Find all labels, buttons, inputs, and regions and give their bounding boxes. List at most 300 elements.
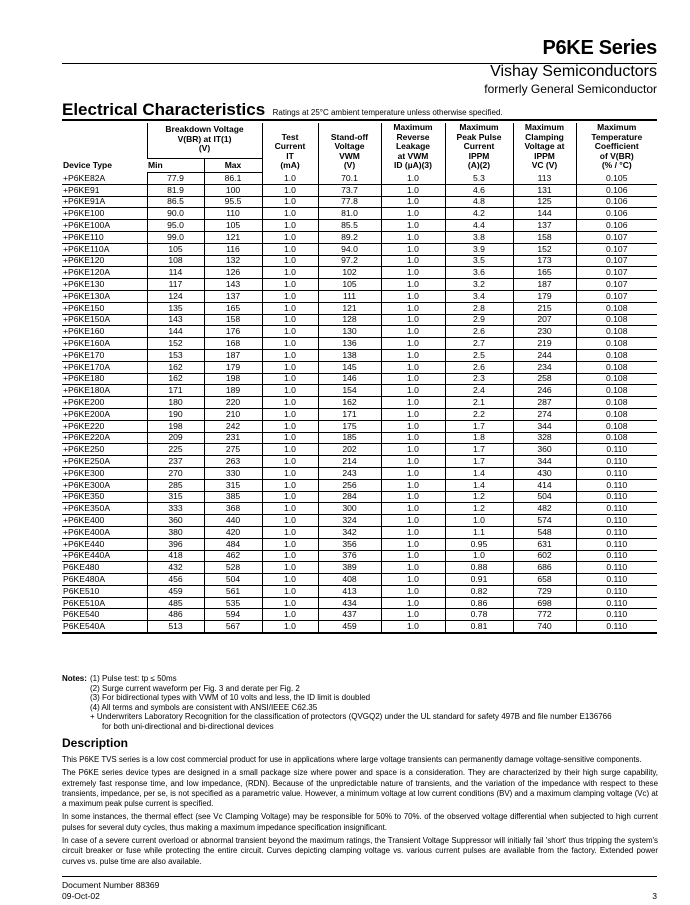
- section-title: Electrical Characteristics: [62, 100, 266, 119]
- cell-clamping-voltage: 230: [513, 326, 576, 338]
- table-row: [62, 373, 657, 385]
- cell-test-current: 1.0: [262, 550, 318, 562]
- cell-test-current: 1.0: [262, 574, 318, 586]
- cell-device-type: +P6KE250: [62, 444, 147, 456]
- cell-standoff-voltage: 128: [318, 314, 381, 326]
- cell-temp-coefficient: 0.110: [576, 621, 657, 633]
- notes-label: Notes:: [62, 674, 87, 683]
- cell-standoff-voltage: 300: [318, 503, 381, 515]
- cell-breakdown-max: 368: [204, 503, 262, 515]
- description-paragraph: In case of a severe current overload or abnormal transient beyond the maximum ratings, the Transient Voltage Suppressor will initially fail 'short' thus tripping the system's circuit breaker or fuse while protecting the entire circuit. Curves depicting clamping voltage vs. various current pulses are available from the factory. Extended power curves vs. pulse time are also available.: [62, 836, 658, 866]
- cell-temp-coefficient: 0.110: [576, 574, 657, 586]
- cell-breakdown-min: 315: [147, 491, 204, 503]
- cell-test-current: 1.0: [262, 467, 318, 479]
- cell-leakage: 1.0: [381, 255, 445, 267]
- cell-breakdown-min: 333: [147, 503, 204, 515]
- table-row: [62, 385, 657, 397]
- cell-peak-pulse-current: 3.9: [445, 243, 513, 255]
- cell-leakage: 1.0: [381, 491, 445, 503]
- cell-leakage: 1.0: [381, 515, 445, 527]
- cell-peak-pulse-current: 1.2: [445, 491, 513, 503]
- cell-peak-pulse-current: 2.8: [445, 302, 513, 314]
- cell-breakdown-min: 117: [147, 279, 204, 291]
- cell-breakdown-min: 237: [147, 456, 204, 468]
- cell-standoff-voltage: 138: [318, 349, 381, 361]
- cell-peak-pulse-current: 3.8: [445, 231, 513, 243]
- cell-test-current: 1.0: [262, 597, 318, 609]
- cell-test-current: 1.0: [262, 420, 318, 432]
- cell-peak-pulse-current: 2.2: [445, 408, 513, 420]
- cell-breakdown-max: 567: [204, 621, 262, 633]
- cell-peak-pulse-current: 0.91: [445, 574, 513, 586]
- cell-peak-pulse-current: 0.81: [445, 621, 513, 633]
- cell-leakage: 1.0: [381, 597, 445, 609]
- cell-device-type: +P6KE200: [62, 397, 147, 409]
- table-row: [62, 408, 657, 420]
- cell-standoff-voltage: 154: [318, 385, 381, 397]
- cell-breakdown-max: 385: [204, 491, 262, 503]
- col-test-current: Test Current IT (mA): [262, 123, 318, 173]
- cell-breakdown-max: 330: [204, 467, 262, 479]
- cell-device-type: +P6KE160A: [62, 338, 147, 350]
- table-row: [62, 562, 657, 574]
- cell-standoff-voltage: 175: [318, 420, 381, 432]
- col-standoff-voltage: Stand-off Voltage VWM (V): [318, 123, 381, 173]
- cell-breakdown-max: 168: [204, 338, 262, 350]
- cell-temp-coefficient: 0.110: [576, 597, 657, 609]
- cell-peak-pulse-current: 0.82: [445, 585, 513, 597]
- cell-leakage: 1.0: [381, 397, 445, 409]
- cell-peak-pulse-current: 4.6: [445, 184, 513, 196]
- cell-standoff-voltage: 459: [318, 621, 381, 633]
- cell-standoff-voltage: 202: [318, 444, 381, 456]
- cell-breakdown-min: 162: [147, 373, 204, 385]
- cell-standoff-voltage: 185: [318, 432, 381, 444]
- cell-temp-coefficient: 0.107: [576, 290, 657, 302]
- cell-leakage: 1.0: [381, 208, 445, 220]
- cell-device-type: +P6KE250A: [62, 456, 147, 468]
- col-breakdown-voltage: Breakdown Voltage V(BR) at IT(1) (V): [147, 123, 262, 159]
- cell-standoff-voltage: 437: [318, 609, 381, 621]
- table-row: [62, 184, 657, 196]
- note-ul: + Underwriters Laboratory Recognition for the classification of protectors (QVGQ2) under the UL standard for safety 497B and file number E136766: [90, 712, 612, 722]
- cell-standoff-voltage: 214: [318, 456, 381, 468]
- cell-temp-coefficient: 0.110: [576, 479, 657, 491]
- cell-clamping-voltage: 344: [513, 420, 576, 432]
- cell-test-current: 1.0: [262, 562, 318, 574]
- cell-test-current: 1.0: [262, 231, 318, 243]
- cell-clamping-voltage: 137: [513, 220, 576, 232]
- cell-temp-coefficient: 0.108: [576, 432, 657, 444]
- cell-test-current: 1.0: [262, 621, 318, 633]
- cell-clamping-voltage: 113: [513, 173, 576, 185]
- cell-standoff-voltage: 146: [318, 373, 381, 385]
- description-body: [62, 755, 658, 870]
- cell-standoff-voltage: 105: [318, 279, 381, 291]
- cell-clamping-voltage: 548: [513, 526, 576, 538]
- cell-breakdown-min: 143: [147, 314, 204, 326]
- cell-test-current: 1.0: [262, 196, 318, 208]
- cell-leakage: 1.0: [381, 314, 445, 326]
- cell-device-type: P6KE480A: [62, 574, 147, 586]
- cell-breakdown-min: 456: [147, 574, 204, 586]
- cell-temp-coefficient: 0.110: [576, 444, 657, 456]
- cell-standoff-voltage: 145: [318, 361, 381, 373]
- col-min: Min: [147, 159, 204, 173]
- cell-breakdown-max: 420: [204, 526, 262, 538]
- cell-device-type: P6KE540: [62, 609, 147, 621]
- cell-clamping-voltage: 152: [513, 243, 576, 255]
- cell-breakdown-max: 143: [204, 279, 262, 291]
- cell-breakdown-max: 561: [204, 585, 262, 597]
- cell-clamping-voltage: 165: [513, 267, 576, 279]
- cell-breakdown-max: 242: [204, 420, 262, 432]
- cell-standoff-voltage: 356: [318, 538, 381, 550]
- cell-breakdown-min: 396: [147, 538, 204, 550]
- cell-clamping-voltage: 658: [513, 574, 576, 586]
- cell-breakdown-min: 485: [147, 597, 204, 609]
- section-subtitle: Ratings at 25°C ambient temperature unless otherwise specified.: [272, 108, 503, 117]
- cell-peak-pulse-current: 1.0: [445, 515, 513, 527]
- cell-peak-pulse-current: 1.0: [445, 550, 513, 562]
- cell-breakdown-max: 504: [204, 574, 262, 586]
- cell-clamping-voltage: 772: [513, 609, 576, 621]
- table-row: [62, 302, 657, 314]
- cell-temp-coefficient: 0.106: [576, 184, 657, 196]
- cell-breakdown-min: 152: [147, 338, 204, 350]
- series-title: P6KE Series: [542, 37, 657, 59]
- cell-temp-coefficient: 0.108: [576, 314, 657, 326]
- cell-device-type: +P6KE160: [62, 326, 147, 338]
- cell-clamping-voltage: 158: [513, 231, 576, 243]
- cell-peak-pulse-current: 2.6: [445, 326, 513, 338]
- cell-test-current: 1.0: [262, 397, 318, 409]
- cell-leakage: 1.0: [381, 456, 445, 468]
- cell-standoff-voltage: 77.8: [318, 196, 381, 208]
- cell-temp-coefficient: 0.107: [576, 279, 657, 291]
- cell-test-current: 1.0: [262, 503, 318, 515]
- cell-breakdown-max: 189: [204, 385, 262, 397]
- col-clamping-voltage: Maximum Clamping Voltage at IPPM VC (V): [513, 123, 576, 173]
- cell-temp-coefficient: 0.110: [576, 585, 657, 597]
- cell-peak-pulse-current: 0.95: [445, 538, 513, 550]
- table-row: [62, 314, 657, 326]
- cell-temp-coefficient: 0.108: [576, 349, 657, 361]
- section-heading: [62, 100, 503, 120]
- cell-breakdown-max: 137: [204, 290, 262, 302]
- cell-leakage: 1.0: [381, 220, 445, 232]
- table-row: [62, 574, 657, 586]
- cell-clamping-voltage: 125: [513, 196, 576, 208]
- cell-clamping-voltage: 414: [513, 479, 576, 491]
- cell-leakage: 1.0: [381, 196, 445, 208]
- table-row: [62, 621, 657, 633]
- table-row: [62, 491, 657, 503]
- cell-temp-coefficient: 0.110: [576, 526, 657, 538]
- cell-clamping-voltage: 686: [513, 562, 576, 574]
- cell-clamping-voltage: 344: [513, 456, 576, 468]
- cell-breakdown-max: 187: [204, 349, 262, 361]
- cell-device-type: +P6KE300A: [62, 479, 147, 491]
- cell-breakdown-max: 528: [204, 562, 262, 574]
- cell-breakdown-min: 77.9: [147, 173, 204, 185]
- cell-leakage: 1.0: [381, 231, 445, 243]
- cell-clamping-voltage: 246: [513, 385, 576, 397]
- table-row: [62, 361, 657, 373]
- table-row: [62, 267, 657, 279]
- cell-breakdown-max: 535: [204, 597, 262, 609]
- cell-device-type: +P6KE100: [62, 208, 147, 220]
- cell-peak-pulse-current: 1.2: [445, 503, 513, 515]
- cell-test-current: 1.0: [262, 208, 318, 220]
- cell-clamping-voltage: 274: [513, 408, 576, 420]
- cell-test-current: 1.0: [262, 338, 318, 350]
- cell-leakage: 1.0: [381, 420, 445, 432]
- description-paragraph: This P6KE TVS series is a low cost commercial product for use in applications where large voltage transients can permanently damage voltage-sensitive components.: [62, 755, 642, 764]
- electrical-characteristics-table: [62, 123, 657, 634]
- cell-clamping-voltage: 574: [513, 515, 576, 527]
- cell-peak-pulse-current: 1.7: [445, 456, 513, 468]
- cell-breakdown-min: 285: [147, 479, 204, 491]
- cell-breakdown-min: 486: [147, 609, 204, 621]
- cell-breakdown-min: 180: [147, 397, 204, 409]
- section-rule: [62, 119, 657, 121]
- cell-clamping-voltage: 360: [513, 444, 576, 456]
- cell-breakdown-min: 124: [147, 290, 204, 302]
- cell-test-current: 1.0: [262, 279, 318, 291]
- cell-breakdown-max: 158: [204, 314, 262, 326]
- cell-clamping-voltage: 631: [513, 538, 576, 550]
- cell-device-type: P6KE480: [62, 562, 147, 574]
- cell-peak-pulse-current: 2.6: [445, 361, 513, 373]
- cell-device-type: +P6KE170A: [62, 361, 147, 373]
- table-row: [62, 515, 657, 527]
- cell-peak-pulse-current: 4.4: [445, 220, 513, 232]
- cell-device-type: +P6KE130A: [62, 290, 147, 302]
- cell-test-current: 1.0: [262, 243, 318, 255]
- cell-breakdown-max: 86.1: [204, 173, 262, 185]
- cell-clamping-voltage: 215: [513, 302, 576, 314]
- cell-clamping-voltage: 698: [513, 597, 576, 609]
- cell-test-current: 1.0: [262, 361, 318, 373]
- cell-temp-coefficient: 0.108: [576, 326, 657, 338]
- cell-leakage: 1.0: [381, 479, 445, 491]
- cell-standoff-voltage: 342: [318, 526, 381, 538]
- cell-temp-coefficient: 0.108: [576, 361, 657, 373]
- cell-breakdown-min: 105: [147, 243, 204, 255]
- cell-leakage: 1.0: [381, 290, 445, 302]
- cell-leakage: 1.0: [381, 562, 445, 574]
- description-paragraph: In some instances, the thermal effect (see Vc Clamping Voltage) may be responsible for 50% to 70%. of the observed voltage differential when subjected to high current pulses for several duty cycles, thus making a maximum impedance specification insignificant.: [62, 812, 658, 832]
- cell-clamping-voltage: 144: [513, 208, 576, 220]
- cell-device-type: +P6KE400: [62, 515, 147, 527]
- cell-standoff-voltage: 324: [318, 515, 381, 527]
- cell-temp-coefficient: 0.107: [576, 255, 657, 267]
- table-row: [62, 397, 657, 409]
- note-4: (4) All terms and symbols are consistent with ANSI/IEEE C62.35: [90, 702, 318, 712]
- cell-test-current: 1.0: [262, 585, 318, 597]
- cell-clamping-voltage: 173: [513, 255, 576, 267]
- cell-peak-pulse-current: 2.7: [445, 338, 513, 350]
- cell-leakage: 1.0: [381, 467, 445, 479]
- cell-device-type: +P6KE82A: [62, 173, 147, 185]
- cell-test-current: 1.0: [262, 314, 318, 326]
- description-paragraph: The P6KE series device types are designed in a small package size where power and space is a consideration. They are characterized by their high surge capability, extremely fast response time, and low impedance, (RDN). Because of the unpredictable nature of transients, and the variation of the impedance with respect to these transients, impedance, per se, is not specified as a parametric value. However, a minimum voltage at low current conditions (BV) and a maximum clamping voltage (Vc) at a maximum peak pulse current is specified.: [62, 768, 658, 809]
- cell-clamping-voltage: 258: [513, 373, 576, 385]
- cell-temp-coefficient: 0.107: [576, 267, 657, 279]
- cell-breakdown-min: 171: [147, 385, 204, 397]
- cell-leakage: 1.0: [381, 621, 445, 633]
- cell-breakdown-min: 108: [147, 255, 204, 267]
- cell-device-type: +P6KE440: [62, 538, 147, 550]
- cell-device-type: P6KE540A: [62, 621, 147, 633]
- table-row: [62, 444, 657, 456]
- cell-leakage: 1.0: [381, 302, 445, 314]
- table-row: [62, 173, 657, 185]
- cell-leakage: 1.0: [381, 574, 445, 586]
- cell-peak-pulse-current: 3.4: [445, 290, 513, 302]
- cell-breakdown-min: 459: [147, 585, 204, 597]
- cell-device-type: +P6KE91A: [62, 196, 147, 208]
- cell-peak-pulse-current: 1.4: [445, 479, 513, 491]
- cell-breakdown-min: 432: [147, 562, 204, 574]
- cell-breakdown-max: 275: [204, 444, 262, 456]
- cell-standoff-voltage: 85.5: [318, 220, 381, 232]
- cell-temp-coefficient: 0.107: [576, 243, 657, 255]
- cell-leakage: 1.0: [381, 609, 445, 621]
- cell-temp-coefficient: 0.105: [576, 173, 657, 185]
- cell-leakage: 1.0: [381, 243, 445, 255]
- cell-temp-coefficient: 0.108: [576, 408, 657, 420]
- cell-clamping-voltage: 187: [513, 279, 576, 291]
- col-device-type: Device Type: [63, 160, 112, 170]
- cell-breakdown-min: 81.9: [147, 184, 204, 196]
- table-row: [62, 231, 657, 243]
- cell-breakdown-max: 132: [204, 255, 262, 267]
- cell-clamping-voltage: 234: [513, 361, 576, 373]
- cell-device-type: +P6KE130: [62, 279, 147, 291]
- cell-test-current: 1.0: [262, 526, 318, 538]
- cell-leakage: 1.0: [381, 361, 445, 373]
- cell-temp-coefficient: 0.108: [576, 385, 657, 397]
- cell-standoff-voltage: 94.0: [318, 243, 381, 255]
- cell-breakdown-max: 100: [204, 184, 262, 196]
- cell-clamping-voltage: 207: [513, 314, 576, 326]
- cell-test-current: 1.0: [262, 609, 318, 621]
- cell-temp-coefficient: 0.110: [576, 538, 657, 550]
- table-row: [62, 609, 657, 621]
- cell-clamping-voltage: 179: [513, 290, 576, 302]
- table-row: [62, 196, 657, 208]
- cell-clamping-voltage: 504: [513, 491, 576, 503]
- cell-peak-pulse-current: 2.1: [445, 397, 513, 409]
- cell-temp-coefficient: 0.108: [576, 338, 657, 350]
- cell-breakdown-min: 86.5: [147, 196, 204, 208]
- cell-device-type: +P6KE91: [62, 184, 147, 196]
- cell-peak-pulse-current: 1.7: [445, 444, 513, 456]
- cell-device-type: +P6KE180: [62, 373, 147, 385]
- cell-breakdown-min: 190: [147, 408, 204, 420]
- cell-temp-coefficient: 0.110: [576, 503, 657, 515]
- cell-leakage: 1.0: [381, 408, 445, 420]
- cell-device-type: +P6KE120: [62, 255, 147, 267]
- cell-breakdown-min: 225: [147, 444, 204, 456]
- cell-clamping-voltage: 430: [513, 467, 576, 479]
- cell-peak-pulse-current: 0.88: [445, 562, 513, 574]
- cell-breakdown-max: 315: [204, 479, 262, 491]
- cell-clamping-voltage: 328: [513, 432, 576, 444]
- table-row: [62, 326, 657, 338]
- cell-leakage: 1.0: [381, 338, 445, 350]
- cell-device-type: +P6KE150A: [62, 314, 147, 326]
- cell-breakdown-min: 270: [147, 467, 204, 479]
- cell-temp-coefficient: 0.108: [576, 302, 657, 314]
- col-reverse-leakage: Maximum Reverse Leakage at VWM ID (µA)(3): [381, 123, 445, 173]
- table-row: [62, 349, 657, 361]
- table-row: [62, 279, 657, 291]
- cell-leakage: 1.0: [381, 432, 445, 444]
- cell-temp-coefficient: 0.110: [576, 515, 657, 527]
- cell-leakage: 1.0: [381, 267, 445, 279]
- cell-test-current: 1.0: [262, 173, 318, 185]
- table-row: [62, 550, 657, 562]
- cell-clamping-voltage: 219: [513, 338, 576, 350]
- cell-breakdown-min: 99.0: [147, 231, 204, 243]
- cell-temp-coefficient: 0.110: [576, 562, 657, 574]
- document-number: Document Number 88369: [62, 880, 160, 890]
- cell-standoff-voltage: 81.0: [318, 208, 381, 220]
- cell-clamping-voltage: 482: [513, 503, 576, 515]
- cell-breakdown-min: 418: [147, 550, 204, 562]
- cell-device-type: +P6KE170: [62, 349, 147, 361]
- cell-peak-pulse-current: 1.7: [445, 420, 513, 432]
- cell-test-current: 1.0: [262, 302, 318, 314]
- cell-temp-coefficient: 0.108: [576, 420, 657, 432]
- cell-temp-coefficient: 0.107: [576, 231, 657, 243]
- cell-peak-pulse-current: 2.4: [445, 385, 513, 397]
- cell-temp-coefficient: 0.110: [576, 467, 657, 479]
- cell-breakdown-min: 513: [147, 621, 204, 633]
- cell-peak-pulse-current: 1.8: [445, 432, 513, 444]
- company-name: Vishay Semiconductors: [490, 63, 657, 80]
- table-row: [62, 420, 657, 432]
- cell-breakdown-max: 110: [204, 208, 262, 220]
- cell-breakdown-min: 380: [147, 526, 204, 538]
- cell-breakdown-max: 105: [204, 220, 262, 232]
- table-row: [62, 467, 657, 479]
- cell-device-type: +P6KE220A: [62, 432, 147, 444]
- cell-test-current: 1.0: [262, 515, 318, 527]
- cell-temp-coefficient: 0.108: [576, 373, 657, 385]
- cell-breakdown-max: 594: [204, 609, 262, 621]
- cell-standoff-voltage: 376: [318, 550, 381, 562]
- document-date: 09-Oct-02: [62, 891, 100, 901]
- cell-test-current: 1.0: [262, 255, 318, 267]
- cell-breakdown-max: 176: [204, 326, 262, 338]
- cell-device-type: +P6KE440A: [62, 550, 147, 562]
- cell-device-type: +P6KE350A: [62, 503, 147, 515]
- cell-device-type: +P6KE300: [62, 467, 147, 479]
- cell-leakage: 1.0: [381, 503, 445, 515]
- table-row: [62, 338, 657, 350]
- cell-peak-pulse-current: 2.3: [445, 373, 513, 385]
- table-row: [62, 243, 657, 255]
- cell-breakdown-max: 95.5: [204, 196, 262, 208]
- cell-breakdown-max: 116: [204, 243, 262, 255]
- cell-peak-pulse-current: 1.1: [445, 526, 513, 538]
- cell-breakdown-max: 121: [204, 231, 262, 243]
- cell-temp-coefficient: 0.106: [576, 220, 657, 232]
